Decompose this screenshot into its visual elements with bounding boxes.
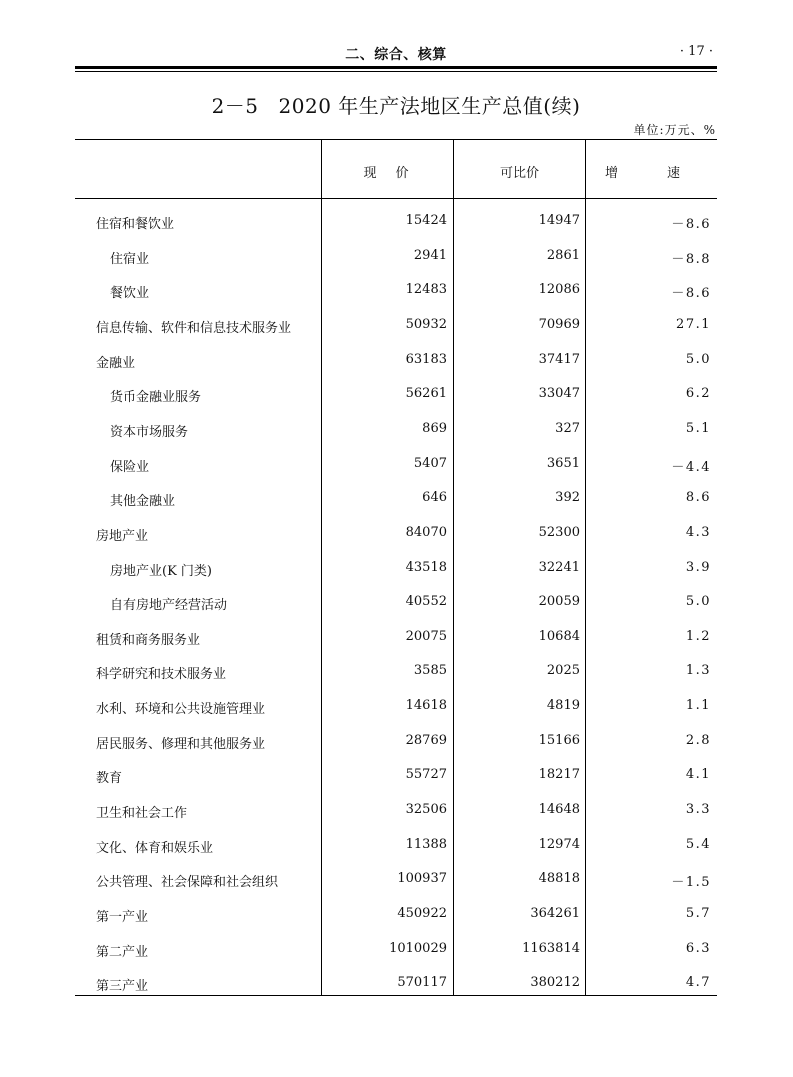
cell-comparable-price: 12086 <box>538 282 580 298</box>
table-row <box>75 837 717 857</box>
cell-growth-rate: －1.5 <box>671 875 711 891</box>
cell-growth-rate: 1.3 <box>685 663 711 679</box>
cell-comparable-price: 52300 <box>538 524 580 540</box>
cell-comparable-price: 380212 <box>530 975 580 991</box>
cell-current-price: 15424 <box>405 213 447 228</box>
cell-comparable-price: 70969 <box>538 316 580 332</box>
row-label: 卫生和社会工作 <box>96 806 188 822</box>
section-title: 二、综合、核算 <box>345 47 447 63</box>
unit-note: 单位:万元、% <box>633 123 716 137</box>
table-row <box>75 421 717 441</box>
cell-growth-rate: 6.2 <box>685 386 711 402</box>
cell-comparable-price: 15166 <box>538 732 580 748</box>
cell-current-price: 450922 <box>397 906 447 921</box>
cell-comparable-price: 18217 <box>538 767 580 783</box>
cell-comparable-price: 10684 <box>538 628 580 644</box>
row-label: 房地产业 <box>96 528 149 544</box>
cell-growth-rate: 8.6 <box>685 490 711 506</box>
cell-current-price: 1010029 <box>389 940 447 956</box>
cell-current-price: 3585 <box>413 663 447 679</box>
table-row <box>75 802 717 822</box>
cell-growth-rate: －8.6 <box>671 217 711 232</box>
cell-comparable-price: 14648 <box>538 802 580 818</box>
cell-comparable-price: 12974 <box>538 836 580 852</box>
row-label: 餐饮业 <box>110 286 150 302</box>
cell-comparable-price: 48818 <box>538 871 580 887</box>
cell-current-price: 43518 <box>405 559 447 575</box>
cell-comparable-price: 20059 <box>538 594 580 610</box>
table-title-text: 2020 年生产法地区生产总值(续) <box>278 94 581 118</box>
row-label: 居民服务、修理和其他服务业 <box>96 736 266 752</box>
row-label: 第一产业 <box>96 910 149 925</box>
cell-comparable-price: 2025 <box>546 663 580 679</box>
table-row <box>75 560 717 580</box>
page-number: · 17 · <box>679 44 713 59</box>
row-label: 水利、环境和公共设施管理业 <box>96 702 266 718</box>
cell-comparable-price: 32241 <box>538 559 580 575</box>
row-label: 公共管理、社会保障和社会组织 <box>96 875 279 891</box>
cell-growth-rate: 1.1 <box>685 698 711 714</box>
cell-growth-rate: 1.2 <box>685 628 711 644</box>
data-table <box>75 139 717 996</box>
cell-current-price: 646 <box>422 490 447 506</box>
row-label: 科学研究和技术服务业 <box>96 667 227 683</box>
cell-comparable-price: 327 <box>555 420 580 436</box>
running-head <box>75 44 717 64</box>
table-title <box>75 90 717 119</box>
row-label: 住宿和餐饮业 <box>96 217 175 232</box>
row-label: 教育 <box>96 771 123 787</box>
row-label: 住宿业 <box>110 251 150 267</box>
cell-growth-rate: 27.1 <box>676 316 711 332</box>
cell-current-price: 56261 <box>405 386 447 402</box>
row-label: 自有房地产经营活动 <box>110 598 228 614</box>
cell-current-price: 32506 <box>405 802 447 818</box>
cell-comparable-price: 37417 <box>538 351 580 367</box>
cell-comparable-price: 1163814 <box>522 940 580 956</box>
cell-comparable-price: 364261 <box>530 906 580 921</box>
table-row <box>75 629 717 649</box>
table-row <box>75 698 717 718</box>
cell-comparable-price: 3651 <box>546 455 580 471</box>
cell-growth-rate: 6.3 <box>685 940 711 956</box>
cell-current-price: 869 <box>422 420 447 436</box>
cell-growth-rate: －4.4 <box>671 459 711 475</box>
cell-comparable-price: 14947 <box>538 213 580 228</box>
cell-current-price: 14618 <box>405 698 447 714</box>
table-number: 2－5 <box>211 94 259 118</box>
row-label: 金融业 <box>96 355 136 371</box>
cell-growth-rate: 4.7 <box>685 975 711 991</box>
cell-growth-rate: －8.8 <box>671 251 711 267</box>
cell-growth-rate: 3.9 <box>685 559 711 575</box>
cell-current-price: 20075 <box>405 628 447 644</box>
cell-growth-rate: 5.1 <box>685 420 711 436</box>
table-header-row <box>75 140 717 199</box>
cell-current-price: 570117 <box>397 975 447 991</box>
row-label: 租赁和商务服务业 <box>96 632 201 648</box>
table-row <box>75 490 717 510</box>
table-row <box>75 386 717 406</box>
cell-current-price: 5407 <box>413 455 447 471</box>
table-row <box>75 248 717 268</box>
table-row <box>75 352 717 372</box>
cell-growth-rate: 2.8 <box>685 732 711 748</box>
table-row <box>75 456 717 476</box>
table-row <box>75 663 717 683</box>
cell-current-price: 2941 <box>413 247 447 263</box>
row-label: 其他金融业 <box>110 494 176 510</box>
header-growth-rate: 增 速 <box>604 166 698 181</box>
cell-comparable-price: 4819 <box>546 698 580 714</box>
cell-growth-rate: 4.1 <box>685 767 711 783</box>
header-rule-thin <box>75 71 717 72</box>
cell-growth-rate: 4.3 <box>685 524 711 540</box>
header-current-price: 现 价 <box>363 166 412 181</box>
cell-current-price: 100937 <box>397 871 447 887</box>
table-row <box>75 871 717 891</box>
cell-current-price: 40552 <box>405 594 447 610</box>
row-label: 信息传输、软件和信息技术服务业 <box>96 320 292 336</box>
table-row <box>75 941 717 961</box>
row-label: 货币金融业服务 <box>110 390 202 406</box>
table-row <box>75 594 717 614</box>
row-label: 资本市场服务 <box>110 424 189 440</box>
header-comparable-price: 可比价 <box>499 166 539 181</box>
table-row <box>75 733 717 753</box>
cell-comparable-price: 392 <box>555 490 580 506</box>
cell-comparable-price: 33047 <box>538 386 580 402</box>
table-row <box>75 282 717 302</box>
table-row <box>75 767 717 787</box>
table-row <box>75 317 717 337</box>
cell-growth-rate: 5.4 <box>685 836 711 852</box>
cell-current-price: 28769 <box>405 732 447 748</box>
cell-growth-rate: 5.0 <box>685 351 711 367</box>
cell-growth-rate: 3.3 <box>685 802 711 818</box>
row-label: 文化、体育和娱乐业 <box>96 840 214 856</box>
cell-current-price: 55727 <box>405 767 447 783</box>
cell-current-price: 63183 <box>405 351 447 367</box>
cell-current-price: 12483 <box>405 282 447 298</box>
cell-comparable-price: 2861 <box>546 247 580 263</box>
header-rule-thick <box>75 66 717 69</box>
row-label: 第二产业 <box>96 944 149 960</box>
cell-growth-rate: 5.0 <box>685 594 711 610</box>
cell-current-price: 84070 <box>405 524 447 540</box>
row-label: 保险业 <box>110 459 150 475</box>
row-label: 房地产业(K 门类) <box>110 563 212 579</box>
cell-current-price: 11388 <box>405 836 447 852</box>
table-row <box>75 525 717 545</box>
cell-growth-rate: －8.6 <box>671 286 711 302</box>
table-row <box>75 975 717 995</box>
cell-current-price: 50932 <box>405 316 447 332</box>
table-row <box>75 213 717 233</box>
cell-growth-rate: 5.7 <box>685 906 711 921</box>
row-label: 第三产业 <box>96 979 149 995</box>
table-row <box>75 906 717 926</box>
